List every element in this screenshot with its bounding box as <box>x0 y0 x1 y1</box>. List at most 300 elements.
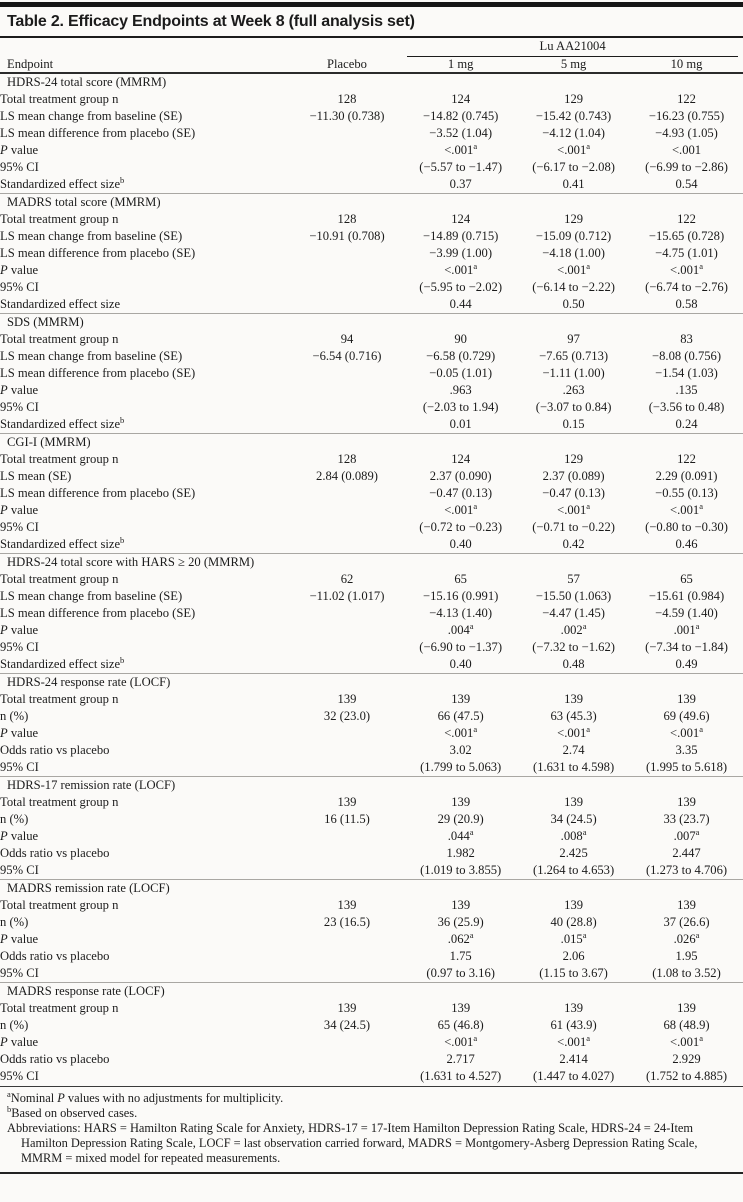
table-row <box>0 142 743 159</box>
cell-value <box>290 519 404 536</box>
table-row <box>0 708 743 725</box>
row-label: n (%) <box>0 1018 29 1032</box>
cell-value: (1.08 to 3.52) <box>652 966 721 980</box>
cell-value: 3.02 <box>449 743 472 757</box>
table-row <box>0 159 743 176</box>
row-label: n (%) <box>0 915 29 929</box>
cell-value <box>290 245 404 262</box>
column-header-row <box>0 57 743 73</box>
cell-value: 23 (16.5) <box>323 915 371 929</box>
row-label: Standardized effect size$^b$ <box>0 534 125 551</box>
cell-value: 2.717 <box>446 1052 475 1066</box>
cell-value: (1.15 to 3.67) <box>539 966 608 980</box>
column-header-dose-10mg: 10 mg <box>630 57 743 73</box>
cell-value: (1.752 to 4.885) <box>645 1069 728 1083</box>
cell-value: −4.93 (1.05) <box>655 126 718 140</box>
cell-value: 1.95 <box>675 949 698 963</box>
section-header-row <box>0 434 743 452</box>
table-row <box>0 571 743 588</box>
row-label: LS mean (SE) <box>0 469 72 483</box>
table-row <box>0 365 743 382</box>
cell-value: 0.40 <box>449 537 472 551</box>
section-header-row <box>0 983 743 1001</box>
cell-value: −6.58 (0.729) <box>426 349 496 363</box>
row-label: LS mean change from baseline (SE) <box>0 109 183 123</box>
table-row <box>0 691 743 708</box>
cell-value: 139 <box>564 692 584 706</box>
cell-value: 2.29 (0.091) <box>655 469 718 483</box>
cell-value: .007$^a$ <box>673 826 700 843</box>
row-label: 95% CI <box>0 160 39 174</box>
section-header: HDRS-24 total score with HARS ≥ 20 (MMRM) <box>0 554 743 572</box>
cell-value <box>290 725 404 742</box>
cell-value: 129 <box>564 452 584 466</box>
cell-value: −16.23 (0.755) <box>648 109 725 123</box>
cell-value: (−7.34 to −1.84) <box>645 640 728 654</box>
cell-value: 0.15 <box>562 417 585 431</box>
cell-value: <.001$^a$ <box>557 500 591 517</box>
table-row <box>0 1051 743 1068</box>
cell-value: .004$^a$ <box>447 620 474 637</box>
table-row <box>0 262 743 279</box>
row-label: Total treatment group n <box>0 92 119 106</box>
cell-value: −8.08 (0.756) <box>652 349 722 363</box>
row-label: Total treatment group n <box>0 212 119 226</box>
cell-value: −14.89 (0.715) <box>423 229 499 243</box>
cell-value: (0.97 to 3.16) <box>426 966 495 980</box>
cell-value: 40 (28.8) <box>550 915 597 929</box>
row-label: P value <box>0 263 39 277</box>
cell-value: .002$^a$ <box>560 620 587 637</box>
cell-value: 0.24 <box>675 417 698 431</box>
section-header: MADRS total score (MMRM) <box>0 194 743 212</box>
cell-value: <.001$^a$ <box>444 723 478 740</box>
cell-value: (−7.32 to −1.62) <box>532 640 615 654</box>
column-header-dose-5mg: 5 mg <box>517 57 630 73</box>
cell-value <box>290 862 404 880</box>
row-label: n (%) <box>0 812 29 826</box>
table-row <box>0 588 743 605</box>
row-label: Total treatment group n <box>0 332 119 346</box>
section-header: HDRS-17 remission rate (LOCF) <box>0 777 743 795</box>
cell-value: .135 <box>675 383 698 397</box>
cell-value: <.001$^a$ <box>670 260 703 277</box>
table-row <box>0 228 743 245</box>
section-header-row <box>0 314 743 332</box>
section-header: CGI-I (MMRM) <box>0 434 743 452</box>
cell-value: −0.05 (1.01) <box>429 366 493 380</box>
cell-value: 57 <box>567 572 580 586</box>
cell-value <box>290 296 404 314</box>
cell-value: 66 (47.5) <box>437 709 484 723</box>
cell-value: 0.40 <box>449 657 472 671</box>
row-label: Standardized effect size <box>0 297 121 311</box>
table-row <box>0 296 743 314</box>
cell-value <box>290 931 404 948</box>
cell-value <box>290 1034 404 1051</box>
footnote-abbreviations: Abbreviations: HARS = Hamilton Rating Scale for Anxiety, HDRS-17 = 17-Item Hamilton Depression Rating Scale, HDRS-24 = 24-Item Hamilton Depression Rating Scale, LOCF = last observation carried forward, MADRS = Montgomery-Asberg Depression Rating Scale, MMRM = mixed model for repeated measurements. <box>7 1121 698 1165</box>
row-label: 95% CI <box>0 863 39 877</box>
cell-value: <.001$^a$ <box>670 500 703 517</box>
cell-value <box>290 965 404 983</box>
cell-value: (−6.74 to −2.76) <box>645 280 728 294</box>
table-row <box>0 331 743 348</box>
row-label: Total treatment group n <box>0 795 119 809</box>
table-row <box>0 862 743 880</box>
cell-value: 139 <box>564 898 584 912</box>
row-label: LS mean change from baseline (SE) <box>0 229 183 243</box>
cell-value: −4.18 (1.00) <box>542 246 605 260</box>
cell-value: −15.61 (0.984) <box>648 589 725 603</box>
cell-value: −1.11 (1.00) <box>542 366 605 380</box>
cell-value: 128 <box>337 212 357 226</box>
cell-value <box>290 142 404 159</box>
cell-value: .001$^a$ <box>673 620 700 637</box>
cell-value: <.001$^a$ <box>444 140 478 157</box>
table-title: Table 2. Efficacy Endpoints at Week 8 (full analysis set) <box>0 7 743 38</box>
cell-value: 2.447 <box>672 846 701 860</box>
section-header: HDRS-24 total score (MMRM) <box>7 75 167 89</box>
row-label: LS mean difference from placebo (SE) <box>0 486 196 500</box>
cell-value: (1.264 to 4.653) <box>533 863 615 877</box>
row-label: Total treatment group n <box>0 452 119 466</box>
cell-value: .044$^a$ <box>447 826 474 843</box>
section-header: HDRS-24 response rate (LOCF) <box>0 674 743 692</box>
cell-value: −0.55 (0.13) <box>655 486 718 500</box>
cell-value <box>290 948 404 965</box>
table-row <box>0 914 743 931</box>
table-row <box>0 742 743 759</box>
cell-value: 62 <box>340 572 354 586</box>
cell-value: (1.447 to 4.027) <box>533 1069 615 1083</box>
cell-value: −10.91 (0.708) <box>309 229 385 243</box>
row-label: n (%) <box>0 709 29 723</box>
cell-value: −6.54 (0.716) <box>312 349 382 363</box>
cell-value: 63 (45.3) <box>550 709 597 723</box>
table-row <box>0 845 743 862</box>
row-label: P value <box>0 932 39 946</box>
cell-value: (−5.57 to −1.47) <box>419 160 503 174</box>
table-row <box>0 399 743 416</box>
cell-value: 90 <box>454 332 467 346</box>
row-label: P value <box>0 503 39 517</box>
cell-value: 139 <box>677 795 696 809</box>
cell-value: 2.37 (0.090) <box>429 469 492 483</box>
table-row <box>0 811 743 828</box>
group-label: Lu AA21004 <box>407 38 738 57</box>
cell-value: 65 <box>454 572 467 586</box>
cell-value: 128 <box>337 452 357 466</box>
row-label: P value <box>0 623 39 637</box>
cell-value: −4.47 (1.45) <box>542 606 605 620</box>
table-row <box>0 176 743 194</box>
cell-value <box>290 656 404 674</box>
cell-value <box>290 605 404 622</box>
table-row <box>0 965 743 983</box>
cell-value: (−3.56 to 0.48) <box>648 400 725 414</box>
cell-value: 3.35 <box>675 743 698 757</box>
cell-value: (−6.17 to −2.08) <box>532 160 615 174</box>
cell-value: −11.02 (1.017) <box>309 589 385 603</box>
table-row <box>0 485 743 502</box>
cell-value: <.001$^a$ <box>557 140 591 157</box>
column-header-dose-1mg: 1 mg <box>404 57 517 73</box>
row-label: LS mean difference from placebo (SE) <box>0 366 196 380</box>
table-header <box>0 38 743 73</box>
cell-value: 37 (26.6) <box>663 915 710 929</box>
table-row <box>0 108 743 125</box>
table-row <box>0 759 743 777</box>
cell-value: −4.59 (1.40) <box>655 606 718 620</box>
row-label: P value <box>0 1035 39 1049</box>
cell-value: 0.44 <box>449 297 472 311</box>
table-row <box>0 468 743 485</box>
cell-value: <.001$^a$ <box>557 723 591 740</box>
table-row <box>0 622 743 639</box>
table-row <box>0 1068 743 1085</box>
cell-value: −7.65 (0.713) <box>539 349 609 363</box>
section-header: SDS (MMRM) <box>0 314 743 332</box>
cell-value: 83 <box>680 332 693 346</box>
row-label: P value <box>0 829 39 843</box>
table-row <box>0 416 743 434</box>
row-label: 95% CI <box>0 520 39 534</box>
row-label: Standardized effect size$^b$ <box>0 174 125 191</box>
cell-value: <.001$^a$ <box>444 260 478 277</box>
row-label: 95% CI <box>0 280 39 294</box>
cell-value: 97 <box>567 332 580 346</box>
cell-value: 65 <box>680 572 693 586</box>
cell-value <box>290 262 404 279</box>
cell-value: 68 (48.9) <box>663 1018 710 1032</box>
cell-value <box>290 1051 404 1068</box>
cell-value: 1.75 <box>449 949 472 963</box>
table-row <box>0 639 743 656</box>
cell-value <box>290 639 404 656</box>
cell-value: 2.84 (0.089) <box>316 469 378 483</box>
cell-value: (1.273 to 4.706) <box>645 863 728 877</box>
cell-value <box>290 382 404 399</box>
row-label: Standardized effect size$^b$ <box>0 414 125 431</box>
cell-value: 124 <box>451 212 471 226</box>
row-label: Total treatment group n <box>0 572 119 586</box>
row-label: 95% CI <box>0 760 39 774</box>
row-label: LS mean difference from placebo (SE) <box>0 126 196 140</box>
cell-value: 122 <box>677 452 696 466</box>
cell-value: 2.37 (0.089) <box>542 469 605 483</box>
row-label: P value <box>0 726 39 740</box>
cell-value: 0.41 <box>562 177 585 191</box>
cell-value: −15.50 (1.063) <box>535 589 612 603</box>
row-label: 95% CI <box>0 640 39 654</box>
cell-value: 34 (24.5) <box>550 812 597 826</box>
row-label: LS mean difference from placebo (SE) <box>0 246 196 260</box>
cell-value: 2.06 <box>562 949 585 963</box>
cell-value: 139 <box>337 795 357 809</box>
table-row <box>0 348 743 365</box>
cell-value: −0.47 (0.13) <box>542 486 605 500</box>
cell-value: 33 (23.7) <box>663 812 710 826</box>
section-header-row <box>0 880 743 898</box>
table-row <box>0 931 743 948</box>
section-header: MADRS response rate (LOCF) <box>0 983 743 1001</box>
table-row <box>0 656 743 674</box>
cell-value: (−0.72 to −0.23) <box>419 520 503 534</box>
cell-value: 61 (43.9) <box>550 1018 597 1032</box>
table-row <box>0 605 743 622</box>
bottom-margin <box>0 1174 743 1182</box>
cell-value: 2.425 <box>559 846 588 860</box>
cell-value: 139 <box>337 692 357 706</box>
cell-value: −15.42 (0.743) <box>535 109 612 123</box>
cell-value <box>290 845 404 862</box>
cell-value: 139 <box>451 898 471 912</box>
cell-value: (1.019 to 3.855) <box>420 863 502 877</box>
cell-value: 0.54 <box>675 177 698 191</box>
cell-value: <.001 <box>671 143 702 157</box>
cell-value: 94 <box>340 332 354 346</box>
cell-value: <.001$^a$ <box>670 723 703 740</box>
section-header: MADRS remission rate (LOCF) <box>0 880 743 898</box>
row-label: LS mean difference from placebo (SE) <box>0 606 196 620</box>
cell-value: 1.982 <box>446 846 475 860</box>
row-label: Odds ratio vs placebo <box>0 1052 110 1066</box>
row-label: 95% CI <box>0 966 39 980</box>
table-row <box>0 1017 743 1034</box>
cell-value: 139 <box>677 898 696 912</box>
row-label: P value <box>0 383 39 397</box>
table-row <box>0 502 743 519</box>
group-header-cell <box>404 38 743 57</box>
table-row <box>0 725 743 742</box>
cell-value: .263 <box>562 383 585 397</box>
cell-value <box>290 416 404 434</box>
cell-value <box>290 536 404 554</box>
cell-value <box>290 1068 404 1085</box>
section-header-row <box>0 194 743 212</box>
cell-value: 65 (46.8) <box>437 1018 484 1032</box>
row-label: Total treatment group n <box>0 692 119 706</box>
cell-value: 124 <box>451 92 471 106</box>
cell-value: (−6.99 to −2.86) <box>645 160 728 174</box>
cell-value: 129 <box>564 212 584 226</box>
table-row <box>0 1000 743 1017</box>
cell-value: −3.52 (1.04) <box>429 126 493 140</box>
row-label: 95% CI <box>0 1069 39 1083</box>
cell-value: (1.631 to 4.598) <box>533 760 615 774</box>
cell-value: 0.42 <box>562 537 585 551</box>
cell-value: <.001$^a$ <box>444 1032 478 1049</box>
row-label: Total treatment group n <box>0 1001 119 1015</box>
cell-value <box>290 742 404 759</box>
table-row <box>0 948 743 965</box>
table-row <box>0 451 743 468</box>
table-row <box>0 279 743 296</box>
table-page <box>0 2 743 1182</box>
cell-value: 139 <box>451 1001 471 1015</box>
cell-value: 129 <box>564 92 584 106</box>
cell-value: <.001$^a$ <box>557 260 591 277</box>
row-label: Odds ratio vs placebo <box>0 949 110 963</box>
cell-value: 32 (23.0) <box>323 709 371 723</box>
cell-value: 139 <box>677 1001 696 1015</box>
cell-value: (−2.03 to 1.94) <box>422 400 499 414</box>
cell-value: (−6.14 to −2.22) <box>532 280 615 294</box>
cell-value: 2.74 <box>562 743 585 757</box>
cell-value: 0.01 <box>449 417 472 431</box>
cell-value: (1.995 to 5.618) <box>645 760 728 774</box>
section-header-row <box>0 554 743 572</box>
cell-value: 34 (24.5) <box>323 1018 371 1032</box>
cell-value <box>290 485 404 502</box>
cell-value: <.001$^a$ <box>444 500 478 517</box>
cell-value: 0.49 <box>675 657 698 671</box>
column-header-placebo: Placebo <box>290 57 404 73</box>
cell-value: 0.50 <box>562 297 585 311</box>
cell-value: (−0.71 to −0.22) <box>532 520 615 534</box>
cell-value: <.001$^a$ <box>557 1032 591 1049</box>
section-header-row <box>0 777 743 795</box>
cell-value <box>290 502 404 519</box>
cell-value: 139 <box>337 898 357 912</box>
cell-value: −4.75 (1.01) <box>655 246 718 260</box>
spacer-cell <box>290 38 404 57</box>
cell-value: 0.58 <box>675 297 698 311</box>
cell-value: 139 <box>677 692 696 706</box>
cell-value <box>290 159 404 176</box>
cell-value: 139 <box>451 795 471 809</box>
row-label: 95% CI <box>0 400 39 414</box>
cell-value: 139 <box>564 1001 584 1015</box>
cell-value: .062$^a$ <box>447 929 474 946</box>
cell-value: 122 <box>677 92 696 106</box>
cell-value <box>290 176 404 194</box>
cell-value <box>290 125 404 142</box>
cell-value: (−6.90 to −1.37) <box>419 640 503 654</box>
cell-value: .015$^a$ <box>560 929 587 946</box>
cell-value: −15.16 (0.991) <box>423 589 499 603</box>
cell-value: 139 <box>564 795 584 809</box>
cell-value: −4.12 (1.04) <box>542 126 605 140</box>
cell-value: 29 (20.9) <box>437 812 484 826</box>
cell-value: (−0.80 to −0.30) <box>645 520 728 534</box>
table-row <box>0 1034 743 1051</box>
cell-value: −3.99 (1.00) <box>429 246 493 260</box>
cell-value: (1.799 to 5.063) <box>420 760 502 774</box>
table-row <box>0 794 743 811</box>
cell-value: .963 <box>449 383 472 397</box>
table-row <box>0 536 743 554</box>
footnote-a: $^a$Nominal P values with no adjustments for multiplicity. <box>7 1088 284 1105</box>
column-header-endpoint: Endpoint <box>0 57 290 73</box>
cell-value: 2.929 <box>672 1052 701 1066</box>
table-row <box>0 382 743 399</box>
table-row <box>0 245 743 262</box>
spacer-cell <box>0 38 290 57</box>
table-row <box>0 897 743 914</box>
cell-value: 139 <box>451 692 471 706</box>
cell-value <box>290 759 404 777</box>
cell-value: .026$^a$ <box>673 929 700 946</box>
cell-value: −11.30 (0.738) <box>309 109 385 123</box>
row-label: Total treatment group n <box>0 898 119 912</box>
section-header-row <box>0 73 743 91</box>
cell-value <box>290 279 404 296</box>
cell-value: (1.631 to 4.527) <box>420 1069 502 1083</box>
section-header-row <box>0 674 743 692</box>
cell-value: 36 (25.9) <box>437 915 484 929</box>
cell-value: −15.65 (0.728) <box>648 229 725 243</box>
